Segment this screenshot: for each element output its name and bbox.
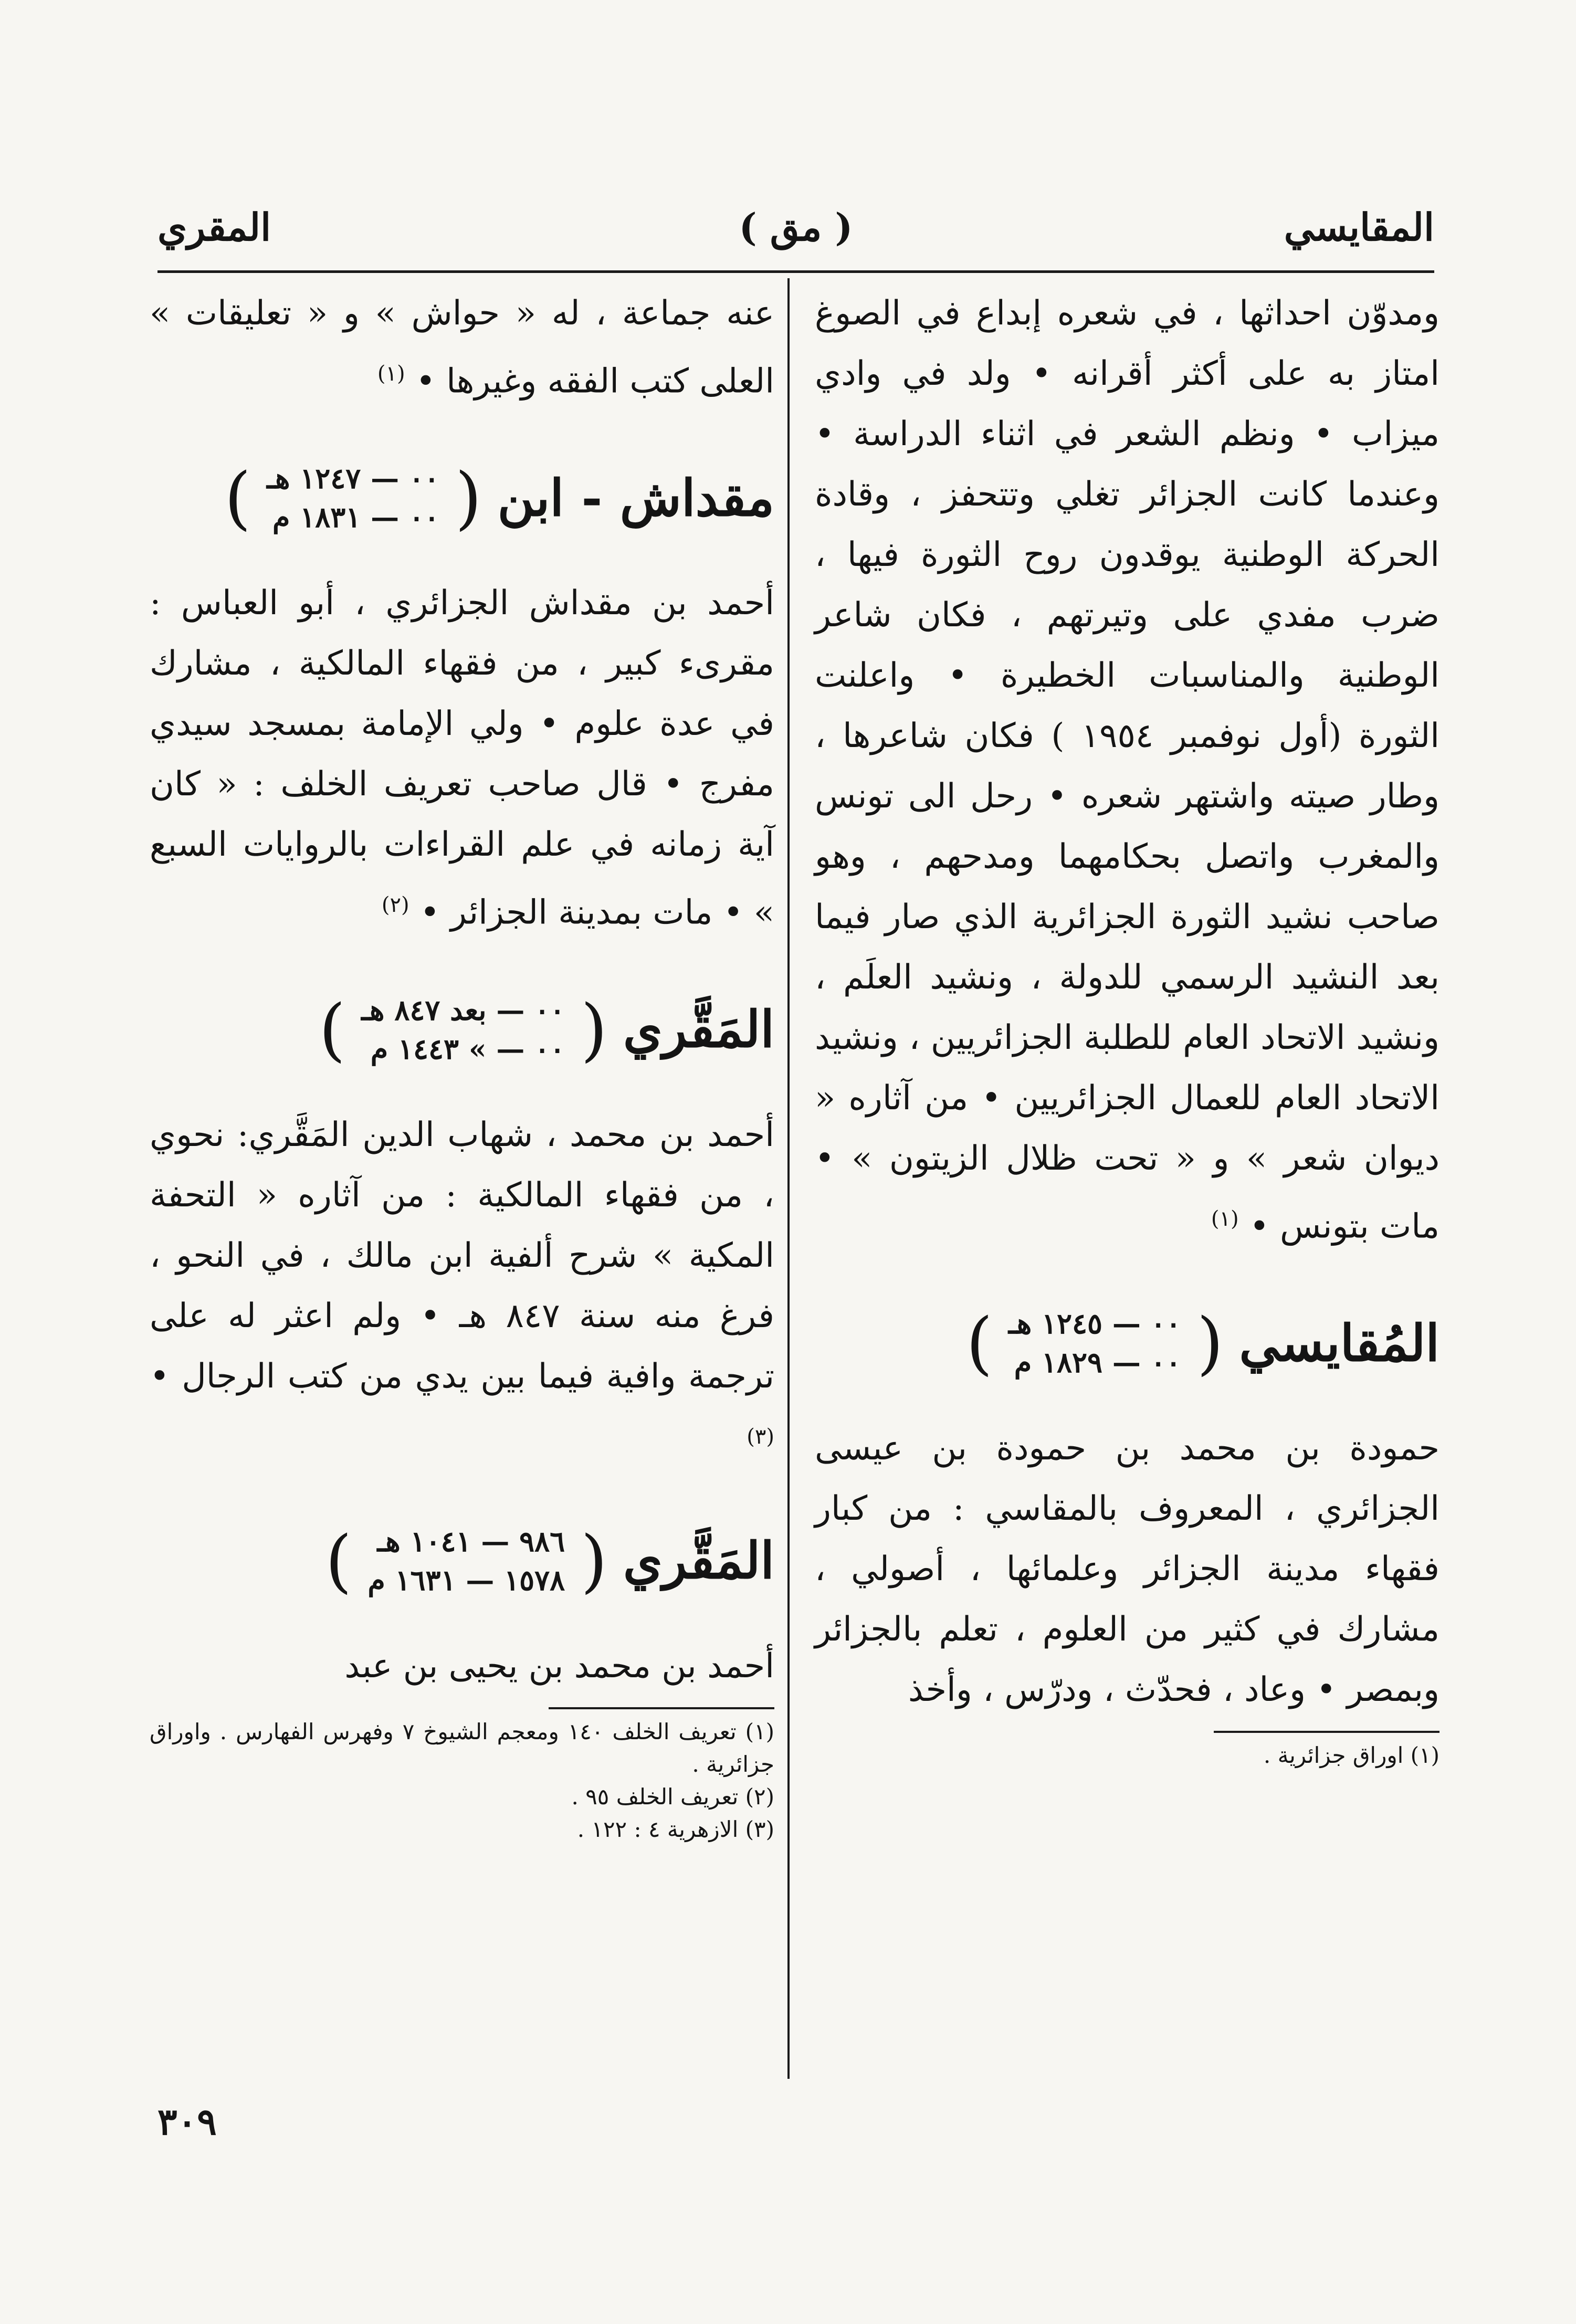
dates-gregorian: ٠٠ — ١٨٢٩ م bbox=[1014, 1345, 1181, 1380]
header-rule bbox=[157, 270, 1434, 273]
right-column bbox=[815, 283, 1440, 1772]
dates-hijri: ٠٠ — ١٢٤٧ هـ bbox=[267, 461, 439, 496]
dates-hijri: ٠٠ — ١٢٤٥ هـ bbox=[1008, 1307, 1181, 1341]
footnotes-right bbox=[815, 1739, 1440, 1772]
footnote-rule bbox=[1214, 1731, 1440, 1733]
running-head-center: ( مق ) bbox=[739, 205, 853, 249]
entry-heading-miqdash bbox=[150, 459, 774, 537]
entry-text: أحمد بن محمد بن يحيى بن عبد bbox=[344, 1646, 774, 1686]
entry-text bbox=[150, 573, 774, 943]
footnote-rule bbox=[549, 1707, 774, 1709]
running-head-right: المقايسي bbox=[1284, 205, 1434, 249]
running-head-left: المقري bbox=[157, 205, 271, 249]
entry-dates bbox=[1008, 1304, 1181, 1382]
continuation-text: ومدوّن احداثها ، في شعره إبداع في الصوغ امتاز به على أكثر أقرانه • ولد في وادي ميزاب • ونظم الشعر في اثناء الدراسة • وعندما كانت الجزائر تغلي وتتحفز ، وقادة الحركة الوطنية يوقدون روح الثورة فيها ، ضرب مفدي على وتيرتهم ، فكان شاعر الوطنية والمناسبات الخطيرة • واعلنت الثورة (أول نوفمبر ١٩٥٤ ) فكان شاعرها ، وطار صيته واشتهر شعره • رحل الى تونس والمغرب واتصل بحكامهما ومدحهم ، وهو صاحب نشيد الثورة الجزائرية الذي صار فيما بعد النشيد الرسمي للدولة ، ونشيد العلَم ، ونشيد الاتحاد العام للطلبة الجزائريين ، ونشيد الاتحاد العام للعمال الجزائريين • من آثاره « ديوان شعر » و « تحت ظلال الزيتون » • مات بتونس • bbox=[815, 294, 1440, 1246]
footnote-ref: (٢) bbox=[381, 893, 409, 918]
open-paren: ( bbox=[581, 989, 607, 1069]
close-paren: ) bbox=[319, 989, 346, 1069]
entry-heading-maqqari-2 bbox=[150, 1522, 774, 1600]
footnote: (٣) الازهرية ٤ : ١٢٢ . bbox=[577, 1816, 774, 1842]
entry-heading-maqqari-1 bbox=[150, 991, 774, 1068]
footnote: (١) اوراق جزائرية . bbox=[1263, 1742, 1440, 1769]
entry-name: المُقايسي bbox=[1239, 1313, 1440, 1373]
entry-text: حمودة بن محمد بن حمودة بن عيسى الجزائري ، المعروف بالمقاسي : من كبار فقهاء مدينة الجزائر وعلمائها ، أصولي ، مشارك في كثير من العلوم ، تعلم بالجزائر وبمصر • وعاد ، فحدّث ، ودرّس ، وأخذ bbox=[815, 1429, 1440, 1710]
entry-dates bbox=[367, 1522, 565, 1600]
entry-name: مقداش - ابن bbox=[497, 468, 774, 528]
footnote-ref: (٣) bbox=[747, 1424, 774, 1449]
close-paren: ) bbox=[325, 1520, 352, 1601]
dates-gregorian: ١٥٧٨ — ١٦٣١ م bbox=[367, 1563, 565, 1597]
open-paren: ( bbox=[455, 458, 482, 538]
entry-heading-muqaysi bbox=[815, 1304, 1440, 1382]
open-paren: ( bbox=[581, 1520, 607, 1601]
close-paren: ) bbox=[224, 458, 251, 538]
close-paren: ) bbox=[966, 1303, 993, 1383]
entry-body: أحمد بن محمد ، شهاب الدين المَقَّري: نحوي ، من فقهاء المالكية : من آثاره « التحفة المكية » شرح ألفية ابن مالك ، في النحو ، فرغ منه سنة ٨٤٧ هـ • ولم اعثر له على ترجمة وافية فيما بين يدي من كتب الرجال • bbox=[150, 1115, 775, 1396]
dates-hijri: ٩٨٦ — ١٠٤١ هـ bbox=[377, 1524, 565, 1558]
entry-name: المَقَّري bbox=[623, 1531, 774, 1591]
dates-hijri: ٠٠ — بعد ٨٤٧ هـ bbox=[361, 993, 565, 1027]
entry-text bbox=[150, 1105, 774, 1475]
page-number: ٣٠٩ bbox=[157, 2100, 217, 2143]
column-divider bbox=[787, 278, 790, 2079]
running-head bbox=[157, 205, 1434, 268]
footnotes-left bbox=[150, 1716, 774, 1846]
footnote: (٢) تعريف الخلف ٩٥ . bbox=[571, 1783, 774, 1810]
dates-gregorian: ٠٠ — » ١٤٤٣ م bbox=[370, 1032, 565, 1066]
right-column-continuation bbox=[815, 283, 1440, 1257]
intro-text: عنه جماعة ، له « حواش » و « تعليقات » العلى كتب الفقه وغيرها • bbox=[150, 294, 775, 401]
footnote: (١) تعريف الخلف ١٤٠ ومعجم الشيوخ ٧ وفهرس الفهارس . واوراق جزائرية . bbox=[150, 1718, 775, 1777]
entry-dates bbox=[267, 459, 439, 537]
footnote-ref: (١) bbox=[1211, 1207, 1239, 1231]
entry-body: أحمد بن مقداش الجزائري ، أبو العباس : مقرىء كبير ، من فقهاء المالكية ، مشارك في عدة علوم • ولي الإمامة بمسجد سيدي مفرج • قال صاحب تعريف الخلف : « كان آية زمانه في علم القراءات بالروايات السبع » • مات بمدينة الجزائر • bbox=[150, 584, 774, 932]
left-column-intro bbox=[150, 283, 774, 412]
entry-name: المَقَّري bbox=[623, 1000, 774, 1059]
open-paren: ( bbox=[1196, 1303, 1224, 1383]
left-column bbox=[150, 283, 774, 1846]
dates-gregorian: ٠٠ — ١٨٣١ م bbox=[272, 500, 439, 534]
entry-dates bbox=[361, 991, 565, 1068]
footnote-ref: (١) bbox=[377, 362, 405, 386]
